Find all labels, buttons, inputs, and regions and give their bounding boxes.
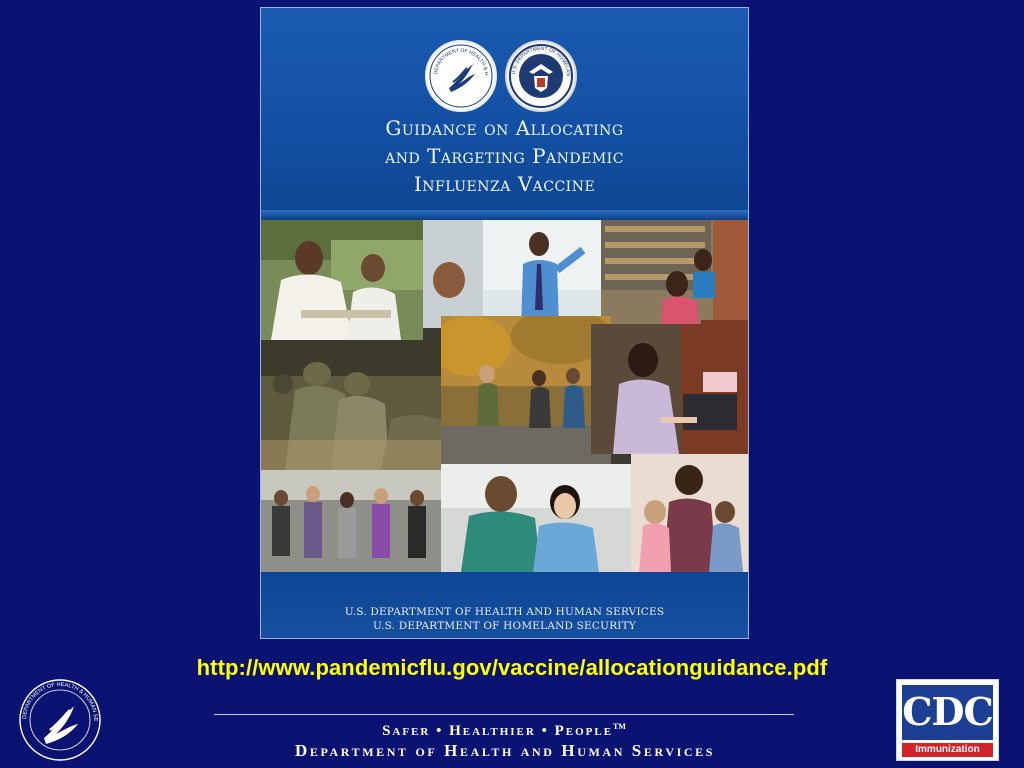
photo-collage — [261, 220, 748, 572]
guidance-pdf-link[interactable]: http://www.pandemicflu.gov/vaccine/allocationguidance.pdf — [196, 655, 828, 680]
cover-title — [261, 114, 748, 198]
photo-teacher-at-whiteboard — [423, 220, 601, 328]
footer-department: Department of Health and Human Services — [294, 741, 715, 760]
cover-title-line-2: and Targeting Pandemic — [385, 144, 624, 168]
photo-students-at-lab — [261, 220, 423, 340]
cdc-immunization-label: Immunization — [902, 743, 993, 757]
cdc-logo-box — [902, 685, 993, 740]
hhs-eagle-logo-icon — [14, 676, 106, 764]
photo-healthcare-workers — [441, 464, 631, 572]
photo-children-running — [441, 316, 611, 472]
hhs-seal-icon — [425, 40, 497, 112]
cover-footer — [261, 572, 748, 639]
trademark-symbol: TM — [613, 722, 626, 731]
cdc-immunization-logo — [896, 679, 999, 761]
photo-woman-at-laptop — [591, 324, 748, 454]
cover-title-line-1: Guidance on Allocating — [385, 116, 624, 140]
report-cover-image — [260, 7, 749, 639]
cover-department-line-1: U.S. DEPARTMENT OF HEALTH AND HUMAN SERVICES — [344, 606, 665, 618]
photo-soldiers — [261, 340, 441, 470]
photo-crowd — [261, 470, 441, 572]
footer-tagline-text: Safer • Healthier • People — [382, 723, 614, 739]
photo-mother-and-children — [631, 454, 748, 572]
cover-department-line-2: U.S. DEPARTMENT OF HOMELAND SECURITY — [373, 620, 636, 632]
footer-divider — [214, 714, 794, 715]
cover-divider-band — [261, 210, 748, 220]
dhs-seal-icon — [505, 40, 577, 112]
cdc-letters: CDC — [902, 689, 993, 734]
footer-tagline — [214, 722, 794, 740]
hhs-logo-text: DEPARTMENT OF HEALTH & HUMAN SE — [21, 681, 99, 722]
dhs-seal-text: U.S. DEPARTMENT OF HOMELAN — [511, 45, 572, 77]
cover-title-line-3: Influenza Vaccine — [413, 172, 596, 196]
svg-text:DEPARTMENT OF HEALTH & HUMAN S — [427, 42, 489, 76]
hhs-seal-text: DEPARTMENT OF HEALTH & H — [433, 47, 490, 76]
